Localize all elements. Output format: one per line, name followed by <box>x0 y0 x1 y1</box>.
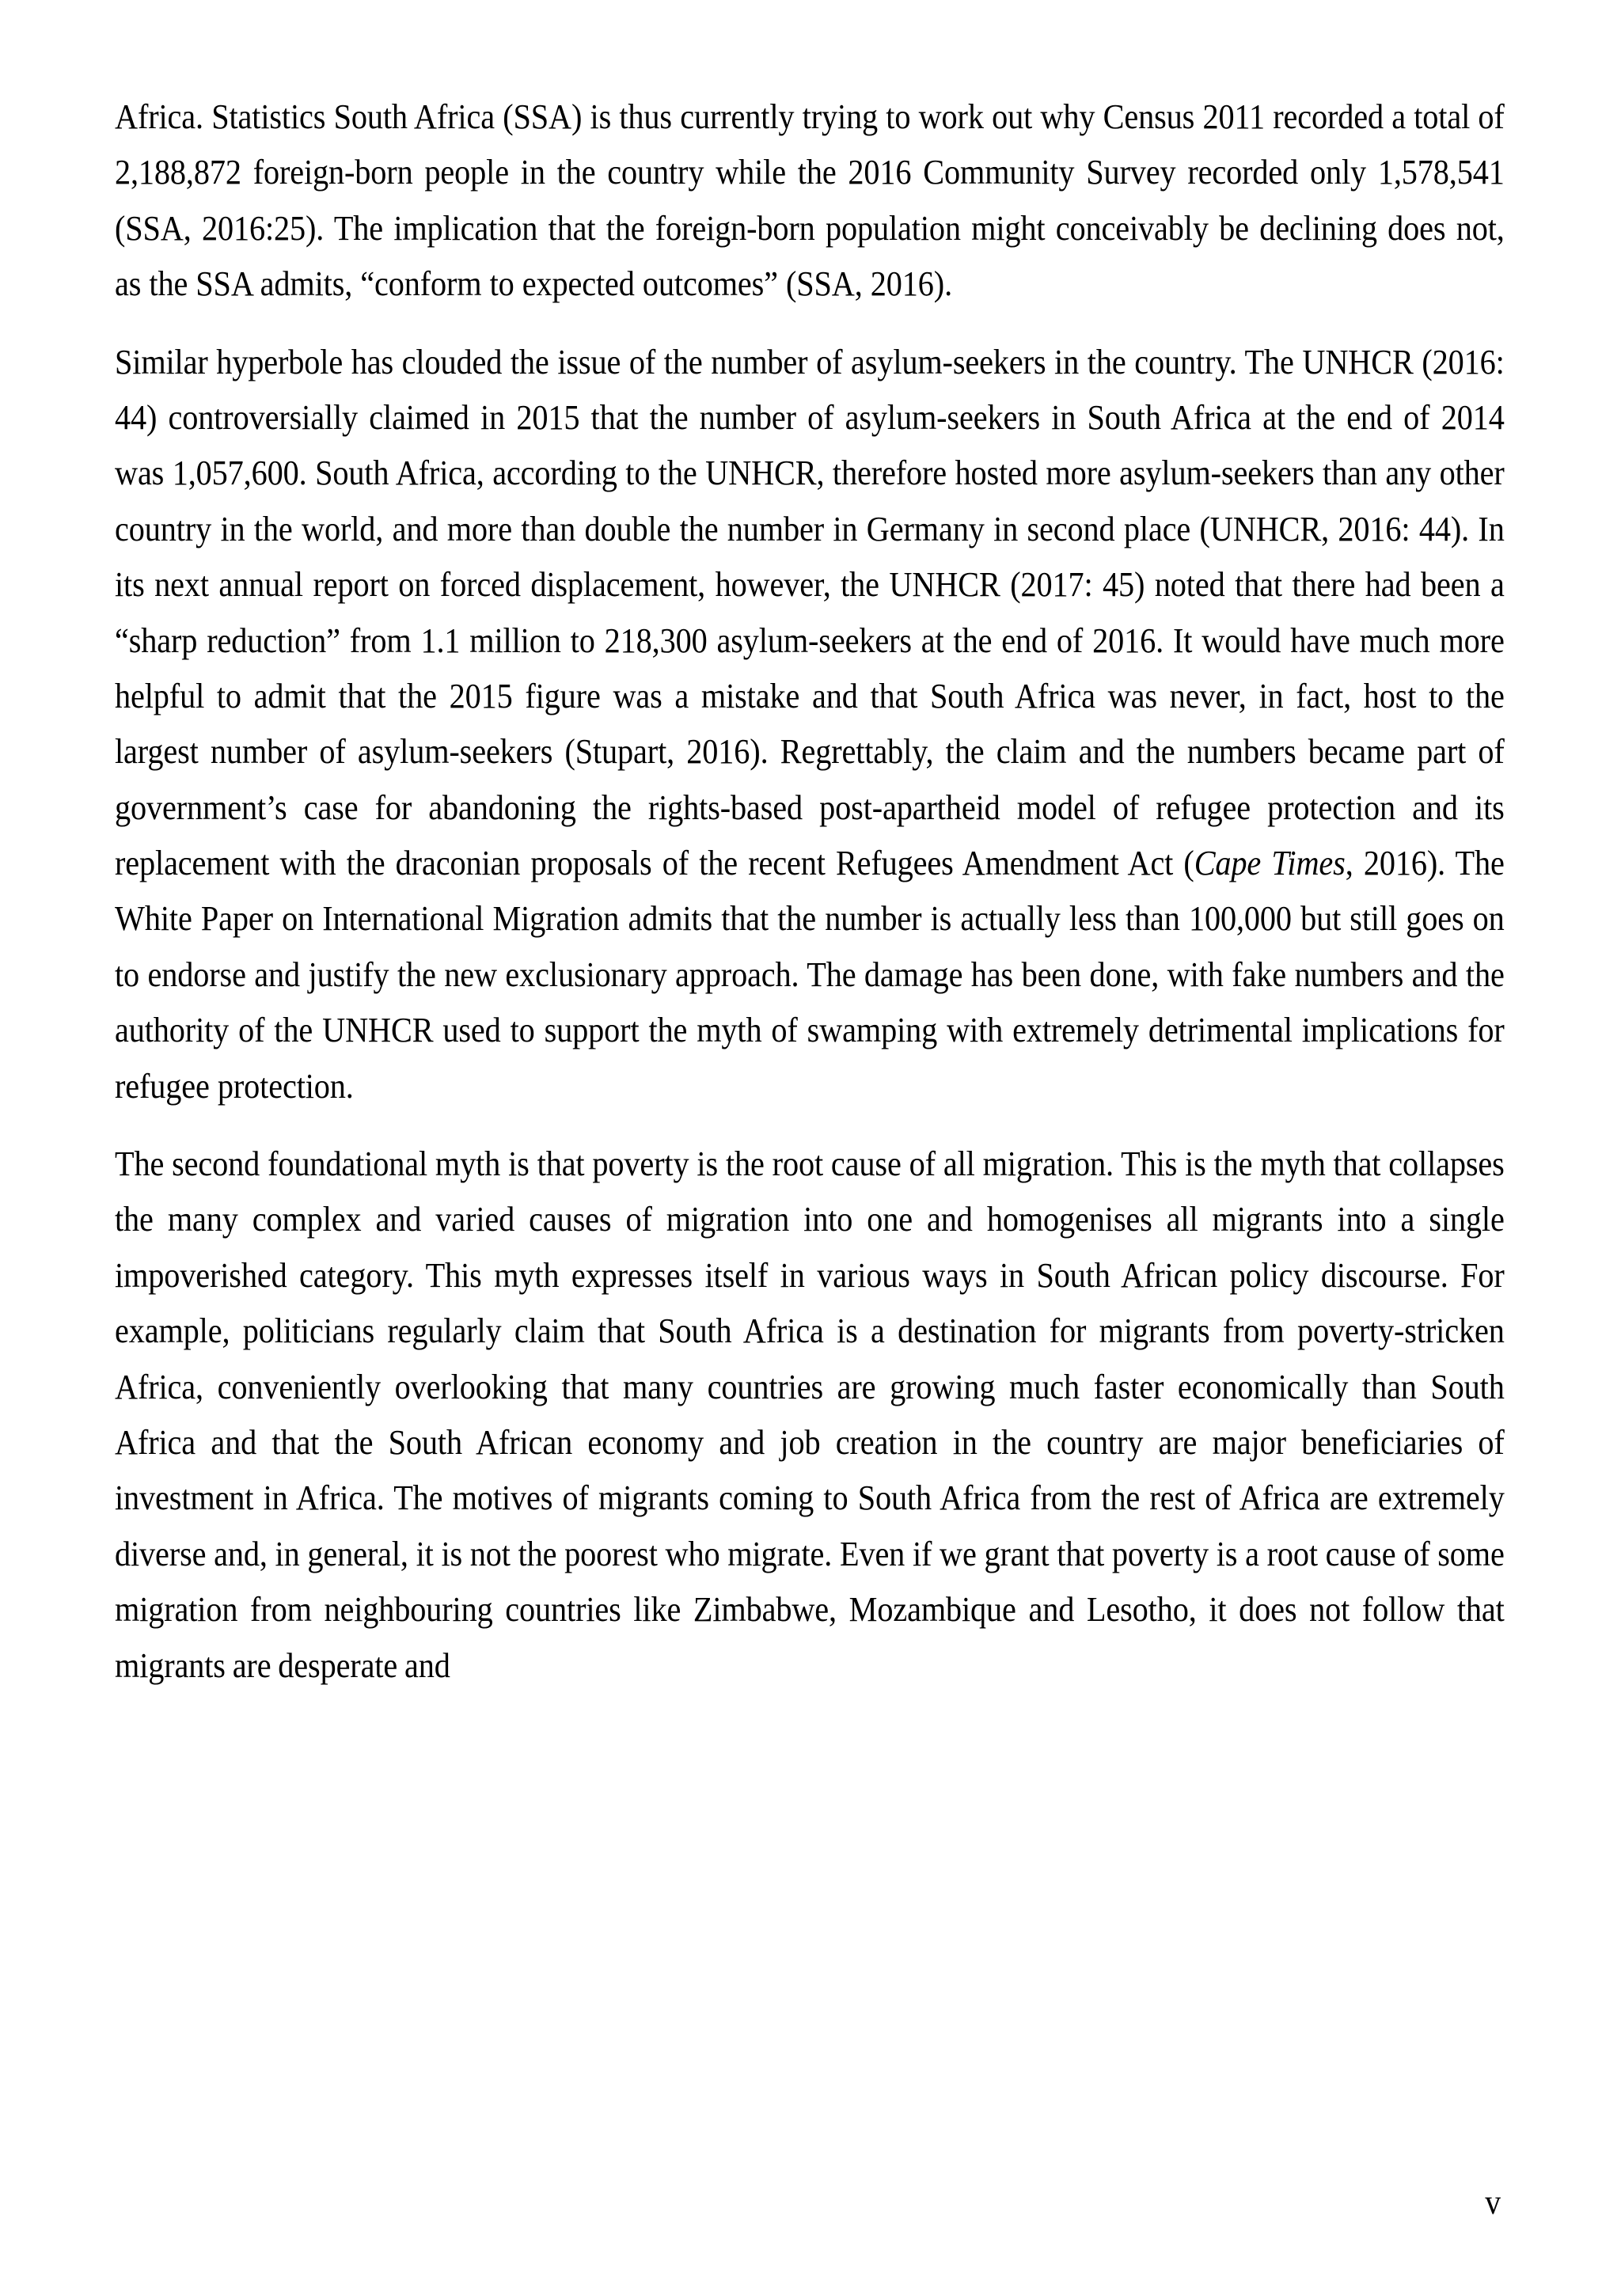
paragraph-census-statistics: Africa. Statistics South Africa (SSA) is thus currently trying to work out why Census 2011 recorded a total of 2,188,872 foreign-born people in the country while the 2016 Community Survey recorded only 1,578,541 (SSA, 2016:25). The implication that the foreign-born population might conceivably be declining does not, as the SSA admits, “conform to expected outcomes” (SSA, 2016). <box>115 97 1505 304</box>
document-body <box>115 89 1504 1693</box>
paragraph-asylum-seekers-part-2: , 2016). The White Paper on International Migration admits that the number is actually less than 100,000 but still goes on to endorse and justify the new exclusionary approach. The damage has been done, with fake numbers and the authority of the UNHCR used to support the myth of swamping with extremely detrimental implications for refugee protection. <box>115 843 1505 1106</box>
page-number: v <box>1485 2183 1501 2222</box>
paragraph-poverty-myth: The second foundational myth is that poverty is the root cause of all migration. This is the myth that collapses the many complex and varied causes of migration into one and homogenises all migrants into a single impoverished category. This myth expresses itself in various ways in South African policy discourse. For example, politicians regularly claim that South Africa is a destination for migrants from poverty-stricken Africa, conveniently overlooking that many countries are growing much faster economically than South Africa and that the South African economy and job creation in the country are major beneficiaries of investment in Africa. The motives of migrants coming to South Africa from the rest of Africa are extremely diverse and, in general, it is not the poorest who migrate. Even if we grant that poverty is a root cause of some migration from neighbouring countries like Zimbabwe, Mozambique and Lesotho, it does not follow that migrants are desperate and <box>115 1144 1505 1685</box>
publication-title-cape-times: Cape Times <box>1194 843 1346 883</box>
paragraph-asylum-seekers <box>115 334 1505 1114</box>
paragraph-asylum-seekers-part-1: Similar hyperbole has clouded the issue of the number of asylum-seekers in the country. The UNHCR (2016: 44) controversially claimed in 2015 that the number of asylum-seekers in South Africa at the end of 2014 was 1,057,600. South Africa, according to the UNHCR, therefore hosted more asylum-seekers than any other country in the world, and more than double the number in Germany in second place (UNHCR, 2016: 44). In its next annual report on forced displacement, however, the UNHCR (2017: 45) noted that there had been a “sharp reduction” from 1.1 million to 218,300 asylum-seekers at the end of 2016. It would have much more helpful to admit that the 2015 figure was a mistake and that South Africa was never, in fact, host to the largest number of asylum-seekers (Stupart, 2016). Regrettably, the claim and the numbers became part of government’s case for abandoning the rights-based post-apartheid model of refugee protection and its replacement with the draconian proposals of the recent Refugees Amendment Act ( <box>115 341 1505 883</box>
